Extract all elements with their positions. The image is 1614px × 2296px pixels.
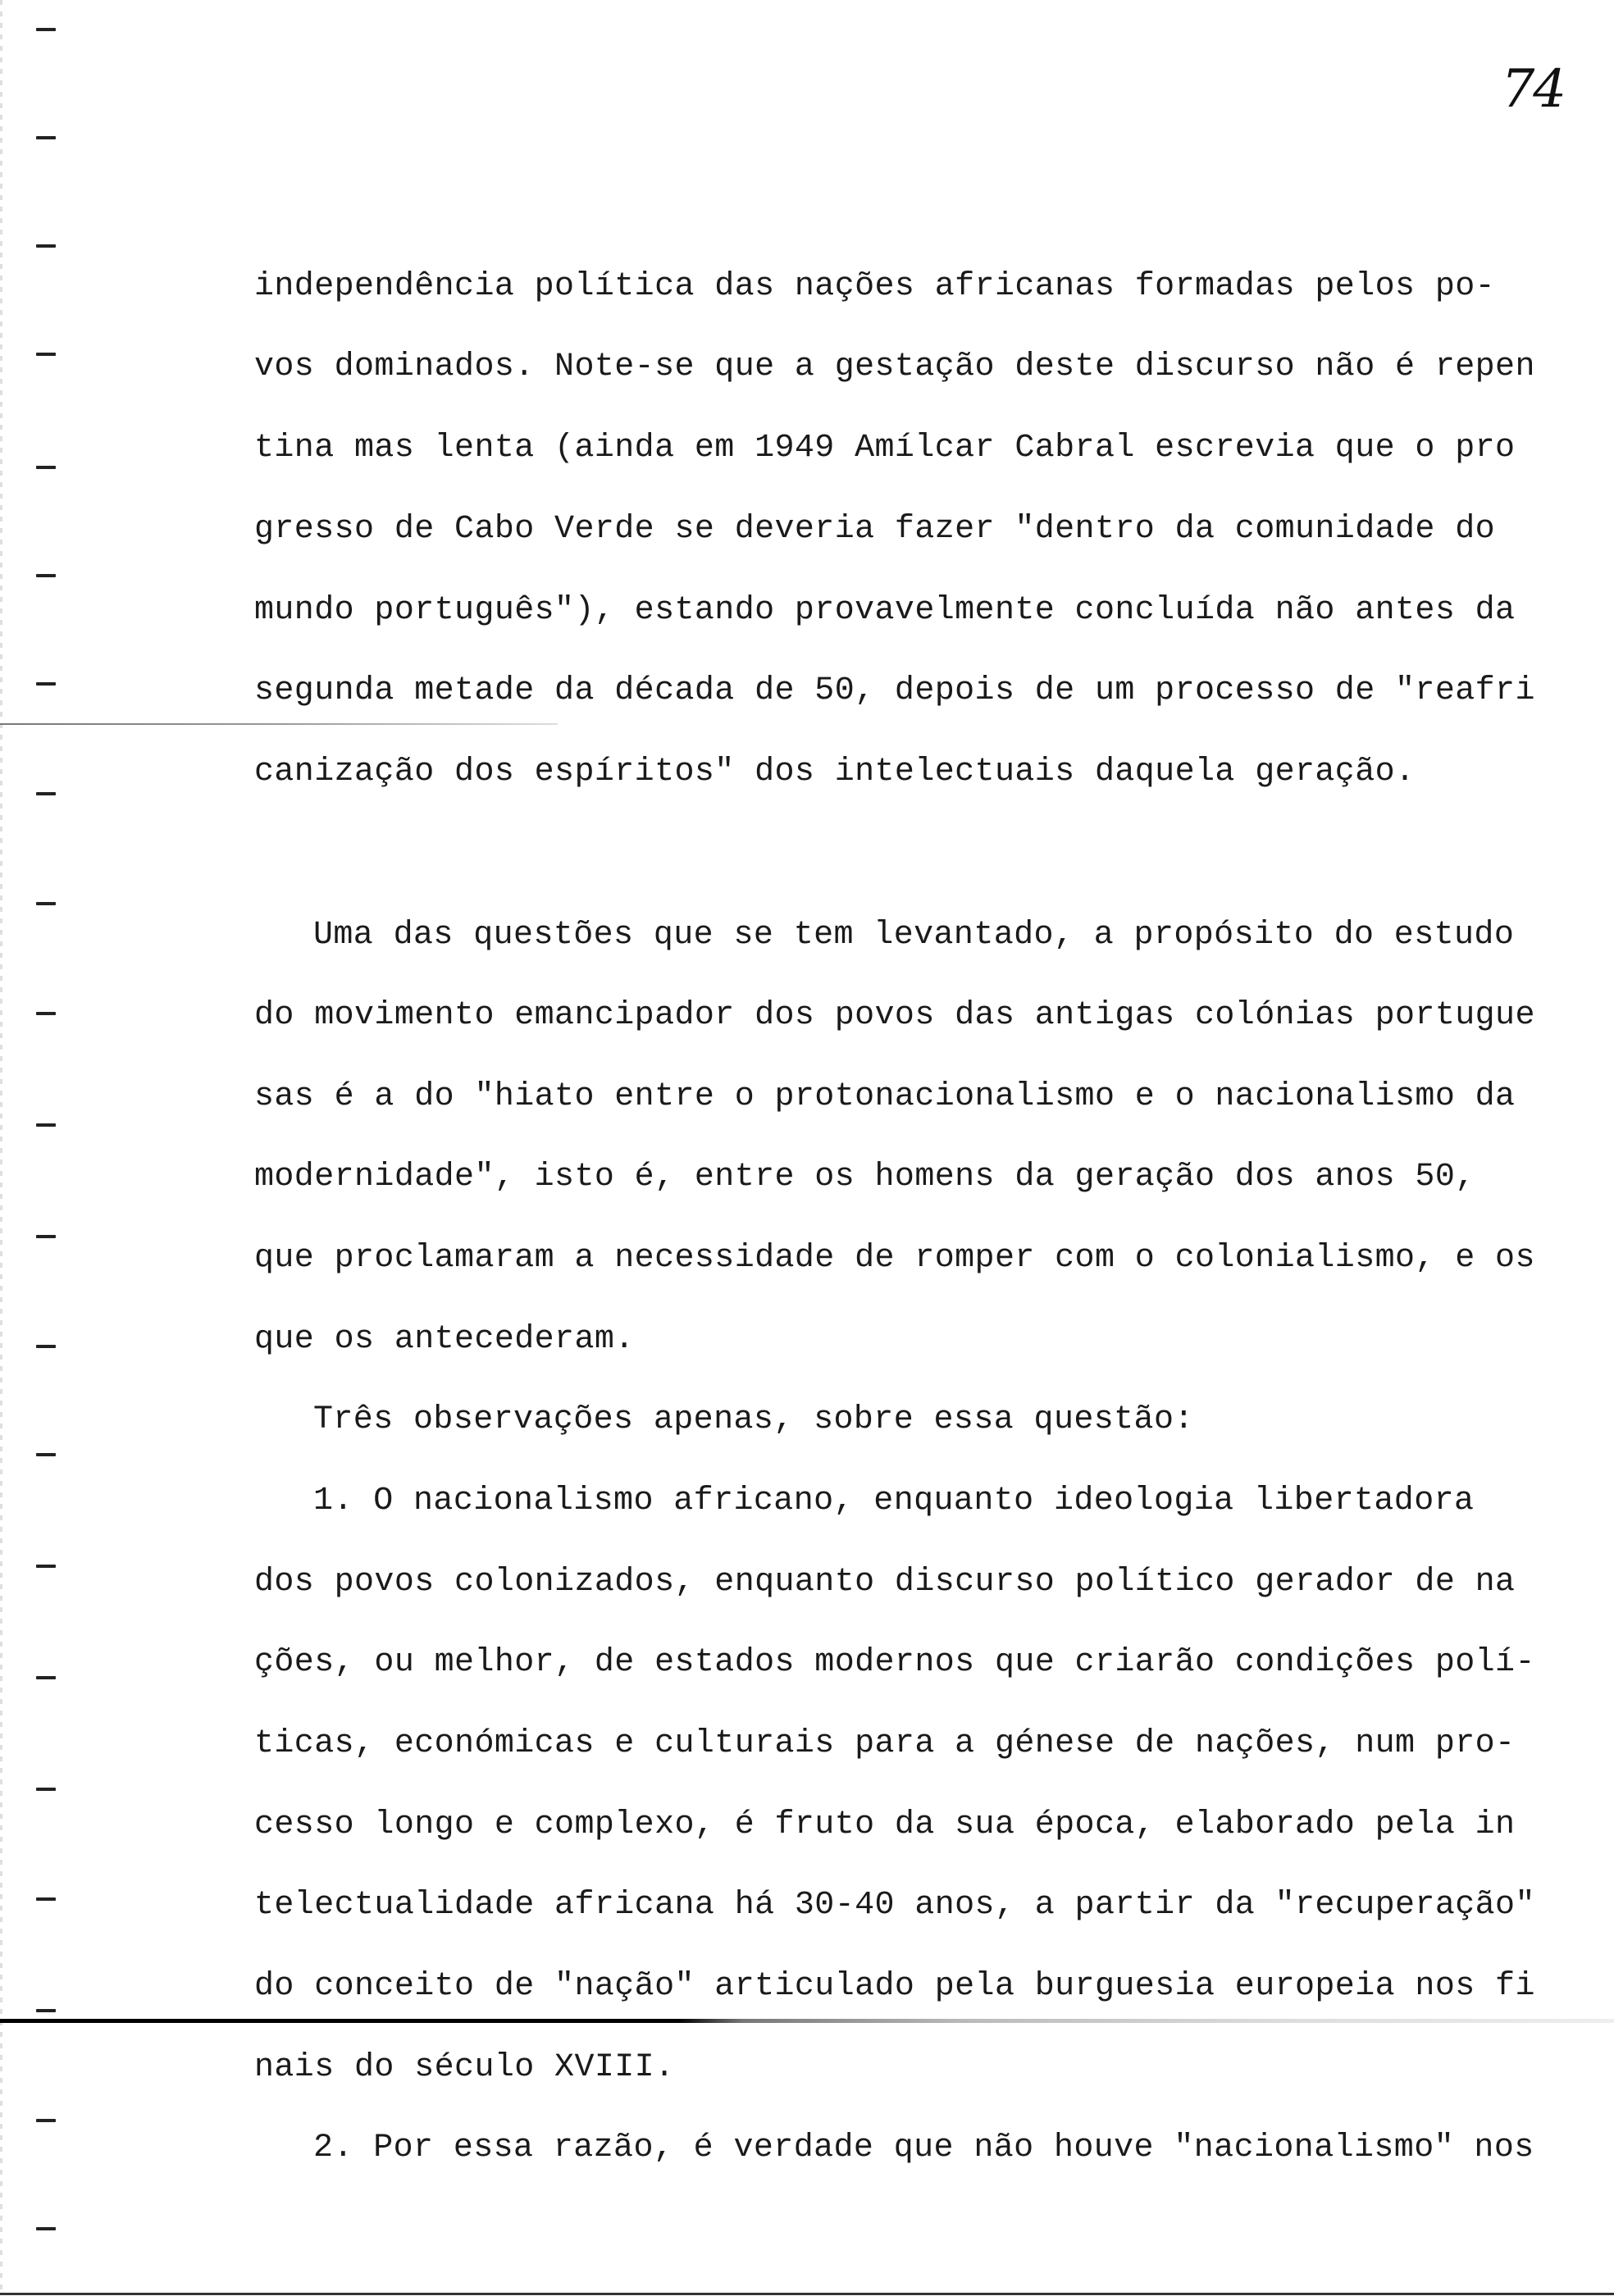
text-line: ções, ou melhor, de estados modernos que criarão condições polí-: [254, 1644, 1535, 1681]
margin-tick: [36, 1235, 56, 1238]
text-line: canização dos espíritos" dos intelectuais daquela geração.: [254, 754, 1416, 790]
text-line: telectualidade africana há 30-40 anos, a partir da "recuperação": [254, 1887, 1535, 1924]
margin-tick: [36, 2227, 56, 2230]
text-line: vos dominados. Note-se que a gestação deste discurso não é repen: [254, 348, 1535, 385]
text-line: do movimento emancipador dos povos das antigas colónias portugue: [254, 997, 1535, 1034]
margin-tick: [36, 466, 56, 469]
margin-tick: [36, 902, 56, 905]
margin-tick: [36, 1345, 56, 1348]
margin-tick: [36, 28, 56, 31]
text-line: gresso de Cabo Verde se deveria fazer "dentro da comunidade do: [254, 511, 1496, 548]
margin-tick: [36, 2009, 56, 2012]
paper-crease-lower: [0, 2019, 1614, 2023]
text-line: Três observações apenas, sobre essa questão:: [313, 1401, 1194, 1438]
page-number: 74: [1501, 59, 1565, 120]
text-line: que os antecederam.: [254, 1321, 635, 1358]
margin-tick: [36, 1565, 56, 1568]
margin-tick: [36, 353, 56, 356]
text-line: segunda metade da década de 50, depois de um processo de "reafri: [254, 672, 1535, 709]
text-line: dos povos colonizados, enquanto discurso político gerador de na: [254, 1564, 1516, 1601]
margin-tick: [36, 1788, 56, 1791]
margin-tick: [36, 792, 56, 795]
text-line: ticas, económicas e culturais para a génese de nações, num pro-: [254, 1725, 1516, 1762]
margin-tick: [36, 682, 56, 686]
text-line: do conceito de "nação" articulado pela burguesia europeia nos fi: [254, 1968, 1535, 2005]
margin-tick: [36, 1012, 56, 1015]
margin-tick: [36, 1676, 56, 1679]
text-line: 1. O nacionalismo africano, enquanto ideologia libertadora: [313, 1483, 1475, 1519]
margin-tick: [36, 136, 56, 139]
margin-tick: [36, 574, 56, 577]
text-line: Uma das questões que se tem levantado, a propósito do estudo: [313, 917, 1515, 954]
text-line: modernidade", isto é, entre os homens da geração dos anos 50,: [254, 1159, 1475, 1196]
margin-tick: [36, 1897, 56, 1901]
margin-tick: [36, 244, 56, 248]
text-line: sas é a do "hiato entre o protonacionalismo e o nacionalismo da: [254, 1078, 1516, 1115]
left-margin-rule: [0, 0, 2, 2296]
page-bottom-edge: [0, 2293, 1614, 2295]
text-line: nais do século XVIII.: [254, 2049, 675, 2086]
margin-tick: [36, 1453, 56, 1456]
text-line: que proclamaram a necessidade de romper com o colonialismo, e os: [254, 1240, 1535, 1277]
text-line: tina mas lenta (ainda em 1949 Amílcar Cabral escrevia que o pro: [254, 430, 1516, 467]
text-line: cesso longo e complexo, é fruto da sua época, elaborado pela in: [254, 1806, 1516, 1843]
text-line: 2. Por essa razão, é verdade que não houve "nacionalismo" nos: [313, 2130, 1534, 2166]
paper-crease-upper: [0, 723, 558, 725]
margin-tick: [36, 1123, 56, 1127]
text-line: mundo português"), estando provavelmente concluída não antes da: [254, 592, 1516, 629]
margin-tick: [36, 2119, 56, 2122]
text-line: independência política das nações africanas formadas pelos po-: [254, 268, 1496, 305]
